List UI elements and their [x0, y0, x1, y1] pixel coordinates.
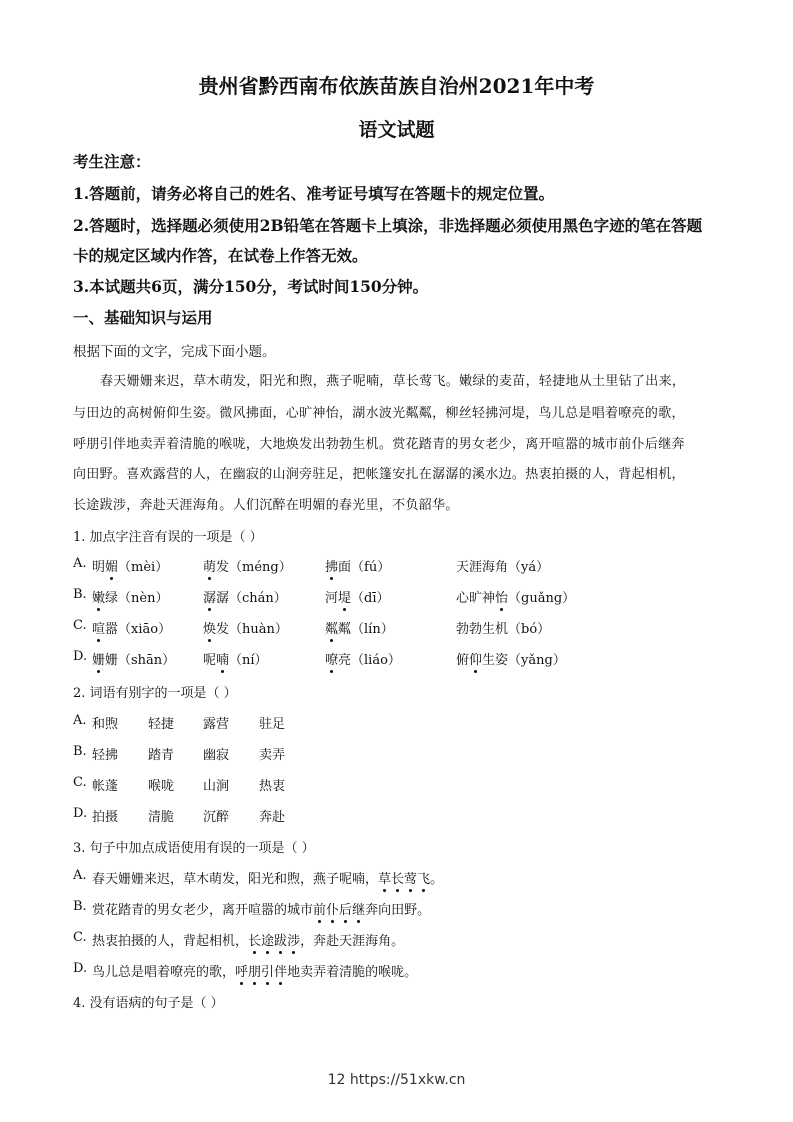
- notice-item: 1.答题前，请务必将自己的姓名、准考证号填写在答题卡的规定位置。: [73, 184, 555, 203]
- dotted-char: 潺: [203, 587, 216, 606]
- option-word: 呢喃（ní）: [203, 649, 268, 668]
- passage-line: 春天姗姗来迟，草木萌发，阳光和煦，燕子呢喃，草长莺飞。嫩绿的麦苗，轻捷地从土里钻了出来，: [100, 374, 686, 389]
- dotted-char: 伴: [274, 961, 287, 980]
- option-word: 焕发（huàn）: [203, 618, 288, 637]
- question-2-stem: 2. 词语有别字的一项是（ ）: [73, 686, 237, 701]
- dotted-char: 跋: [274, 930, 287, 949]
- instruction-text: 根据下面的文字，完成下面小题。: [73, 344, 276, 360]
- option-word: 拂面（fú）: [325, 556, 390, 575]
- option-word: 萌发（méng）: [203, 556, 292, 575]
- option-word: 喧嚣（xiāo）: [92, 618, 171, 637]
- option-sentence: 鸟儿总是唱着嘹亮的歌，呼朋引伴地卖弄着清脆的喉咙。: [92, 961, 417, 980]
- option-word: 帐蓬: [92, 779, 119, 794]
- option-label: C.: [73, 930, 87, 945]
- option-word: 山涧: [203, 779, 230, 794]
- notice-item: 2.答题时，选择题必须使用2B铅笔在答题卡上填涂，非选择题必须使用黑色字迹的笔在答题: [73, 216, 703, 235]
- question-1-stem: 1. 加点字注音有误的一项是（ ）: [73, 530, 263, 545]
- option-sentence: 春天姗姗来迟，草木萌发，阳光和煦，燕子呢喃，草长莺飞。: [92, 868, 443, 887]
- option-word: 明媚（mèi）: [92, 556, 168, 575]
- question-3-stem: 3. 句子中加点成语使用有误的一项是（ ）: [73, 841, 315, 856]
- dotted-char: 堤: [338, 587, 351, 606]
- option-word: 俯仰生姿（yǎng）: [456, 649, 566, 668]
- dotted-char: 怡: [495, 587, 508, 606]
- option-word: 踏青: [148, 748, 175, 763]
- dotted-char: 莺: [404, 868, 417, 887]
- option-sentence: 赏花踏青的男女老少，离开喧嚣的城市前仆后继奔向田野。: [92, 899, 430, 918]
- option-label: A.: [73, 556, 87, 571]
- option-word: 粼粼（lín）: [325, 618, 394, 637]
- option-word: 奔赴: [259, 810, 286, 825]
- dotted-char: 长: [391, 868, 404, 887]
- dotted-char: 姗: [92, 649, 105, 668]
- option-label: C.: [73, 775, 87, 790]
- section-heading: 一、基础知识与运用: [73, 308, 213, 327]
- dotted-char: 长: [248, 930, 261, 949]
- dotted-char: 拂: [325, 556, 338, 575]
- option-word: 清脆: [148, 810, 175, 825]
- option-sentence: 热衷拍摄的人，背起相机，长途跋涉，奔赴天涯海角。: [92, 930, 404, 949]
- option-word: 幽寂: [203, 748, 230, 763]
- dotted-char: 飞: [417, 868, 430, 887]
- dotted-char: 喃: [216, 649, 229, 668]
- dotted-char: 后: [339, 899, 352, 918]
- dotted-char: 前: [313, 899, 326, 918]
- dotted-char: 嫩: [92, 587, 105, 606]
- option-label: C.: [73, 618, 87, 633]
- option-word: 轻捷: [148, 717, 175, 732]
- page-footer: 12 https://51xkw.cn: [327, 1072, 466, 1088]
- option-word: 勃勃生机（bó）: [456, 622, 551, 637]
- option-word: 轻拂: [92, 748, 119, 763]
- passage-line: 长途跋涉，奔赴天涯海角。人们沉醉在明媚的春光里，不负韶华。: [73, 498, 459, 513]
- option-label: A.: [73, 713, 87, 728]
- option-label: B.: [73, 899, 87, 914]
- dotted-char: 途: [261, 930, 274, 949]
- option-label: A.: [73, 868, 87, 883]
- option-word: 嘹亮（liáo）: [325, 649, 401, 668]
- passage-line: 呼朋引伴地卖弄着清脆的喉咙，大地焕发出勃勃生机。赏花踏青的男女老少，离开喧嚣的城市前仆后继奔: [73, 437, 685, 452]
- option-word: 驻足: [259, 717, 286, 732]
- page-subtitle: 语文试题: [358, 119, 435, 141]
- dotted-char: 继: [352, 899, 365, 918]
- option-word: 心旷神怡（guǎng）: [456, 587, 575, 606]
- option-word: 喉咙: [148, 779, 175, 794]
- option-word: 露营: [203, 717, 230, 732]
- dotted-char: 草: [378, 868, 391, 887]
- option-word: 嫩绿（nèn）: [92, 587, 168, 606]
- option-label: B.: [73, 744, 87, 759]
- option-word: 潺潺（chán）: [203, 587, 287, 606]
- dotted-char: 呼: [235, 961, 248, 980]
- option-label: B.: [73, 587, 87, 602]
- dotted-char: 焕: [203, 618, 216, 637]
- notice-heading: 考生注意：: [73, 152, 151, 171]
- notice-item: 卡的规定区域内作答，在试卷上作答无效。: [73, 246, 368, 265]
- option-word: 天涯海角（yá）: [456, 560, 550, 575]
- option-word: 河堤（dī）: [325, 587, 390, 606]
- dotted-char: 萌: [203, 556, 216, 575]
- notice-item: 3.本试题共6页，满分150分，考试时间150分钟。: [73, 277, 429, 296]
- dotted-char: 朋: [248, 961, 261, 980]
- dotted-char: 喧: [92, 618, 105, 637]
- passage-line: 向田野。喜欢露营的人，在幽寂的山涧旁驻足，把帐篷安扎在潺潺的溪水边。热衷拍摄的人，背起相机，: [73, 467, 685, 482]
- dotted-char: 仆: [326, 899, 339, 918]
- option-word: 卖弄: [259, 748, 286, 763]
- option-word: 沉醉: [203, 810, 230, 825]
- page-title: 贵州省黔西南布依族苗族自治州2021年中考: [198, 74, 595, 98]
- dotted-char: 涉: [287, 930, 300, 949]
- option-word: 拍摄: [92, 810, 119, 825]
- option-label: D.: [73, 806, 88, 821]
- dotted-char: 引: [261, 961, 274, 980]
- option-word: 和煦: [92, 717, 119, 732]
- option-word: 姗姗（shān）: [92, 649, 175, 668]
- dotted-char: 媚: [105, 556, 118, 575]
- dotted-char: 粼: [325, 618, 338, 637]
- option-label: D.: [73, 649, 88, 664]
- dotted-char: 仰: [469, 649, 482, 668]
- question-4-stem: 4. 没有语病的句子是（ ）: [73, 996, 224, 1011]
- option-label: D.: [73, 961, 88, 976]
- option-word: 热衷: [259, 779, 286, 794]
- passage-line: 与田边的高树俯仰生姿。微风拂面，心旷神怡，湖水波光粼粼，柳丝轻拂河堤，鸟儿总是唱着嘹亮的歌，: [73, 406, 685, 421]
- dotted-char: 嘹: [325, 649, 338, 668]
